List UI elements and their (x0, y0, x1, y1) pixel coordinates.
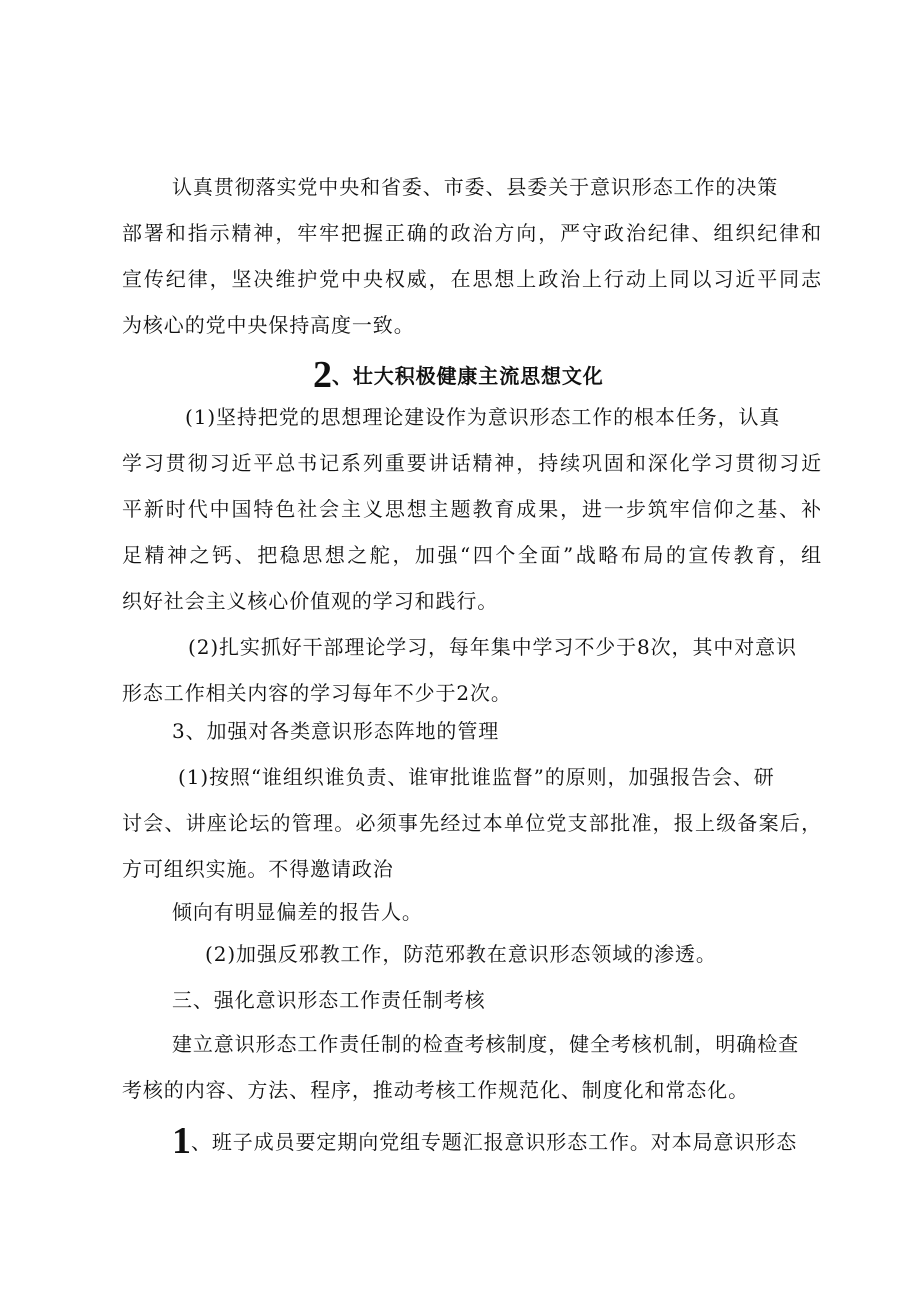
heading-text: 、壮大积极健康主流思想文化 (332, 364, 604, 388)
paragraph-line: 为核心的党中央保持高度一致。 (122, 313, 415, 337)
paragraph-line: 认真贯彻落实党中央和省委、市委、县委关于意识形态工作的决策 (172, 175, 779, 199)
paragraph-line: 方可组织实施。不得邀请政治 (122, 857, 394, 881)
item-text: 、班子成员要定期向党组专题汇报意识形态工作。对本局意识形态 (191, 1130, 798, 1154)
paragraph-line: (1)按照“谁组织谁负责、谁审批谁监督”的原则，加强报告会、研 (178, 765, 775, 789)
paragraph-line: 足精神之钙、把稳思想之舵，加强“四个全面”战略布局的宣传教育，组 (122, 543, 822, 567)
paragraph-line: 宣传纪律，坚决维护党中央权威，在思想上政治上行动上同以习近平同志 (122, 267, 822, 291)
list-item-1 (172, 1122, 822, 1160)
heading-number: 2 (313, 354, 332, 396)
item-number: 1 (172, 1120, 191, 1162)
section-heading-2 (313, 356, 713, 394)
paragraph-line: 平新时代中国特色社会主义思想主题教育成果，进一步筑牢信仰之基、补 (122, 497, 822, 521)
paragraph-line: 织好社会主义核心价值观的学习和践行。 (122, 589, 499, 613)
section-heading-three: 三、强化意识形态工作责任制考核 (172, 988, 486, 1012)
paragraph-line: (2)加强反邪教工作，防范邪教在意识形态领域的渗透。 (205, 942, 717, 966)
paragraph-line: 考核的内容、方法、程序，推动考核工作规范化、制度化和常态化。 (122, 1078, 749, 1102)
paragraph-line: 倾向有明显偏差的报告人。 (172, 900, 423, 924)
section-heading-3: 3、加强对各类意识形态阵地的管理 (172, 719, 500, 743)
paragraph-line: 学习贯彻习近平总书记系列重要讲话精神，持续巩固和深化学习贯彻习近 (122, 451, 822, 475)
paragraph-line: 部署和指示精神，牢牢把握正确的政治方向，严守政治纪律、组织纪律和 (122, 221, 822, 245)
paragraph-line: (2)扎实抓好干部理论学习，每年集中学习不少于8次，其中对意识 (188, 635, 797, 659)
paragraph-line: (1)坚持把党的思想理论建设作为意识形态工作的根本任务，认真 (185, 405, 781, 429)
paragraph-line: 形态工作相关内容的学习每年不少于2次。 (122, 681, 512, 705)
paragraph-line: 讨会、讲座论坛的管理。必须事先经过本单位党支部批准，报上级备案后， (122, 811, 822, 835)
paragraph-line: 建立意识形态工作责任制的检查考核制度，健全考核机制，明确检查 (172, 1032, 799, 1056)
